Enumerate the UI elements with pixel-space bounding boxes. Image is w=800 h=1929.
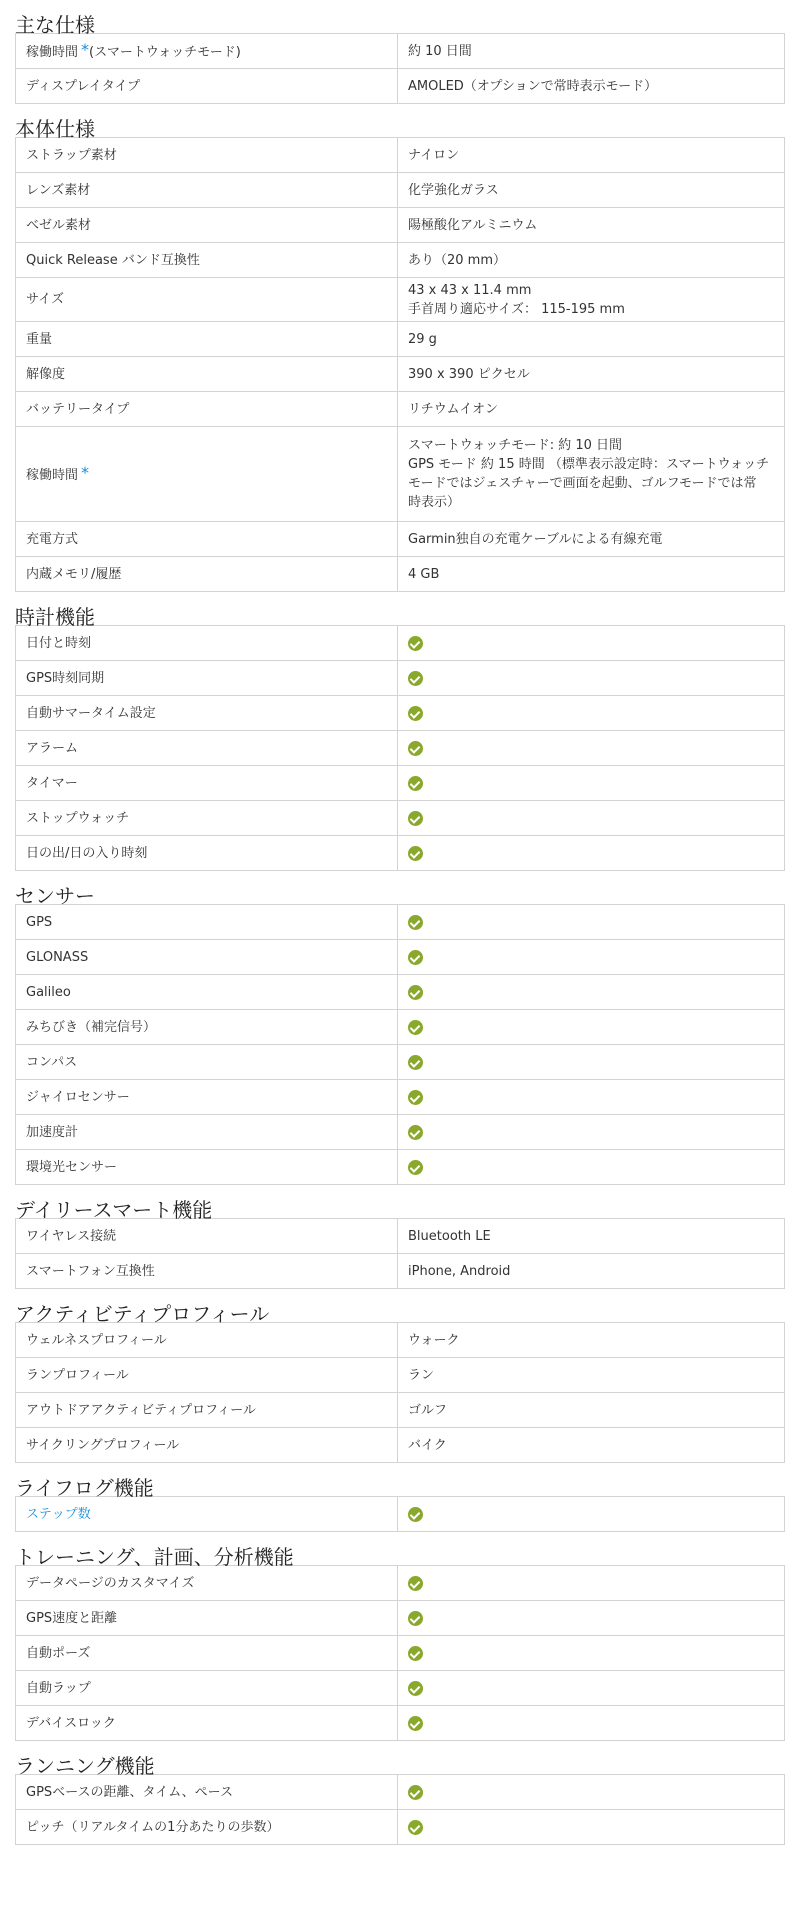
spec-label: 自動ポーズ (26, 1645, 91, 1661)
spec-row (16, 243, 785, 278)
spec-value: バイク (408, 1437, 447, 1453)
spec-value-cell (398, 940, 785, 975)
spec-label-cell (16, 1219, 398, 1254)
spec-value-cell (398, 1150, 785, 1185)
spec-row (16, 1497, 785, 1532)
spec-value-cell (398, 1671, 785, 1706)
spec-label: ウェルネスプロフィール (26, 1332, 167, 1348)
spec-row (16, 1775, 785, 1810)
spec-value-line: GPS モード 約 15 時間 （標準表示設定時：スマートウォッチ (408, 457, 770, 472)
spec-row (16, 661, 785, 696)
spec-label: コンパス (26, 1054, 78, 1070)
spec-row (16, 766, 785, 801)
spec-row (16, 1393, 785, 1428)
spec-label-cell (16, 1775, 398, 1810)
spec-value: 29 g (408, 331, 437, 347)
spec-value-line: モードではジェスチャーで画面を起動、ゴルフモードでは常 (408, 476, 757, 491)
check-circle-icon (408, 1576, 423, 1591)
spec-row (16, 731, 785, 766)
spec-label: みちびき（補完信号） (26, 1019, 157, 1035)
spec-label-cell (16, 1115, 398, 1150)
spec-row (16, 173, 785, 208)
spec-value: 化学強化ガラス (408, 182, 499, 198)
spec-row (16, 1810, 785, 1845)
spec-row (16, 69, 785, 104)
spec-label-cell (16, 522, 398, 557)
spec-value: 390 x 390 ピクセル (408, 366, 530, 382)
spec-value: AMOLED（オプションで常時表示モード） (408, 78, 658, 94)
spec-table (15, 1322, 785, 1463)
spec-value-cell (398, 322, 785, 357)
spec-value-cell (398, 392, 785, 427)
spec-label-cell (16, 661, 398, 696)
spec-value-cell (398, 1393, 785, 1428)
spec-label-cell (16, 696, 398, 731)
check-circle-icon (408, 776, 423, 791)
spec-label: GPS (26, 914, 53, 930)
spec-value-cell (398, 696, 785, 731)
spec-label: Quick Release バンド互換性 (26, 252, 200, 268)
spec-value: ナイロン (408, 147, 460, 163)
check-circle-icon (408, 1090, 423, 1105)
check-circle-icon (408, 985, 423, 1000)
check-circle-icon (408, 636, 423, 651)
spec-value: 陽極酸化アルミニウム (408, 217, 538, 233)
spec-label-cell (16, 173, 398, 208)
spec-label: バッテリータイプ (26, 401, 130, 417)
spec-row (16, 392, 785, 427)
spec-value: Garmin独自の充電ケーブルによる有線充電 (408, 531, 663, 547)
section-title: ライフログ機能 (15, 1476, 154, 1500)
spec-label-cell (16, 905, 398, 940)
spec-table (15, 904, 785, 1185)
spec-value-cell (398, 208, 785, 243)
spec-value-cell (398, 1045, 785, 1080)
spec-label-cell (16, 138, 398, 173)
spec-value: Bluetooth LE (408, 1228, 491, 1244)
spec-label: 加速度計 (26, 1124, 79, 1140)
check-circle-icon (408, 1681, 423, 1696)
spec-value-cell (398, 357, 785, 392)
spec-row (16, 1671, 785, 1706)
spec-label-cell (16, 626, 398, 661)
spec-label-cell (16, 731, 398, 766)
spec-value-cell (398, 731, 785, 766)
spec-value-cell (398, 1566, 785, 1601)
spec-label-cell (16, 1045, 398, 1080)
spec-value-cell (398, 975, 785, 1010)
check-circle-icon (408, 671, 423, 686)
check-circle-icon (408, 1716, 423, 1731)
spec-label: タイマー (26, 775, 78, 791)
spec-label: 自動サマータイム設定 (26, 705, 156, 721)
spec-label-cell (16, 975, 398, 1010)
spec-label: 稼働時間 (26, 468, 79, 483)
spec-value-cell (398, 1636, 785, 1671)
check-circle-icon (408, 846, 423, 861)
spec-label: 環境光センサー (26, 1159, 118, 1175)
spec-value-line: スマートウォッチモード: 約 10 日間 (408, 438, 623, 453)
spec-label-cell (16, 766, 398, 801)
spec-label: 稼働時間 (26, 45, 79, 60)
spec-value-cell (398, 1497, 785, 1532)
spec-label: ランプロフィール (26, 1367, 129, 1383)
check-circle-icon (408, 706, 423, 721)
spec-label-cell (16, 1810, 398, 1845)
spec-label: ジャイロセンサー (26, 1089, 130, 1105)
spec-row (16, 1115, 785, 1150)
spec-table (15, 137, 785, 592)
spec-label: スマートフォン互換性 (26, 1263, 155, 1279)
spec-value-cell (398, 69, 785, 104)
spec-label-cell (16, 34, 398, 69)
check-circle-icon (408, 741, 423, 756)
spec-label-cell (16, 940, 398, 975)
spec-value: ゴルフ (408, 1402, 448, 1418)
spec-label: レンズ素材 (26, 182, 91, 198)
spec-row (16, 1323, 785, 1358)
check-circle-icon (408, 1160, 423, 1175)
spec-value: ラン (408, 1367, 435, 1383)
spec-table (15, 1496, 785, 1532)
spec-label: 日の出/日の入り時刻 (26, 845, 148, 861)
spec-label: アラーム (26, 740, 79, 756)
spec-row (16, 696, 785, 731)
spec-value-line: 手首周り適応サイズ： 115-195 mm (408, 301, 625, 317)
spec-table (15, 1218, 785, 1289)
check-circle-icon (408, 1611, 423, 1626)
spec-label: ピッチ（リアルタイムの1分あたりの歩数） (26, 1819, 280, 1835)
spec-label: GLONASS (26, 949, 89, 965)
spec-label-cell (16, 1080, 398, 1115)
spec-row (16, 138, 785, 173)
spec-label-cell (16, 1010, 398, 1045)
spec-value-cell (398, 1115, 785, 1150)
check-circle-icon (408, 915, 423, 930)
spec-label: 日付と時刻 (26, 635, 92, 651)
spec-value-cell (398, 1428, 785, 1463)
spec-row (16, 208, 785, 243)
spec-row (16, 1010, 785, 1045)
spec-row (16, 322, 785, 357)
check-circle-icon (408, 1507, 423, 1522)
spec-row (16, 557, 785, 592)
spec-row (16, 801, 785, 836)
spec-label-cell (16, 427, 398, 522)
spec-label-suffix: (スマートウォッチモード) (89, 45, 241, 60)
section-title: アクティビティプロフィール (15, 1302, 270, 1326)
spec-label: GPS時刻同期 (26, 670, 105, 686)
spec-row (16, 940, 785, 975)
spec-label: GPSベースの距離、タイム、ペース (26, 1784, 233, 1800)
spec-value-cell (398, 1080, 785, 1115)
spec-row (16, 905, 785, 940)
spec-value-line: 43 x 43 x 11.4 mm (408, 282, 532, 298)
spec-value-cell (398, 801, 785, 836)
spec-label-cell (16, 1323, 398, 1358)
spec-label: デバイスロック (26, 1715, 116, 1731)
spec-row (16, 34, 785, 69)
spec-label-cell (16, 1601, 398, 1636)
spec-value-cell (398, 138, 785, 173)
spec-value-cell (398, 557, 785, 592)
spec-row (16, 1080, 785, 1115)
spec-label: ベゼル素材 (26, 217, 92, 233)
spec-row (16, 278, 785, 322)
spec-value-cell (398, 1010, 785, 1045)
spec-value-cell (398, 905, 785, 940)
spec-row (16, 1428, 785, 1463)
spec-label-cell (16, 1671, 398, 1706)
spec-row (16, 1150, 785, 1185)
spec-label: 重量 (26, 331, 53, 347)
spec-label-cell (16, 1358, 398, 1393)
spec-row (16, 1358, 785, 1393)
spec-value-cell (398, 1219, 785, 1254)
spec-value: iPhone, Android (408, 1263, 511, 1279)
spec-label-link[interactable]: ステップ数 (26, 1506, 91, 1522)
spec-label-cell (16, 1254, 398, 1289)
section-title: ランニング機能 (15, 1754, 155, 1778)
check-circle-icon (408, 1646, 423, 1661)
section-title: 本体仕様 (15, 117, 95, 141)
spec-value-cell (398, 1706, 785, 1741)
spec-value-cell (398, 836, 785, 871)
spec-label: アウトドアアクティビティプロフィール (26, 1402, 256, 1418)
spec-label: ディスプレイタイプ (26, 78, 141, 94)
spec-label: サイズ (26, 292, 64, 307)
spec-label: データページのカスタマイズ (26, 1575, 195, 1591)
spec-row (16, 427, 785, 522)
spec-value: リチウムイオン (408, 401, 498, 417)
spec-label-cell (16, 392, 398, 427)
spec-label: サイクリングプロフィール (26, 1437, 180, 1453)
spec-value-cell (398, 34, 785, 69)
section-title: トレーニング、計画、分析機能 (15, 1545, 294, 1569)
spec-value-cell (398, 427, 785, 522)
spec-row (16, 1706, 785, 1741)
asterisk-icon[interactable]: * (81, 463, 90, 482)
spec-label-cell (16, 557, 398, 592)
spec-label-cell (16, 1636, 398, 1671)
spec-label-cell (16, 357, 398, 392)
spec-row (16, 1566, 785, 1601)
spec-label: 充電方式 (26, 531, 79, 547)
spec-row (16, 522, 785, 557)
spec-label: 自動ラップ (26, 1680, 91, 1696)
section-title: 主な仕様 (15, 13, 95, 37)
spec-value-cell (398, 278, 785, 322)
spec-value-cell (398, 1601, 785, 1636)
spec-value-cell (398, 661, 785, 696)
spec-label-cell (16, 1428, 398, 1463)
spec-value: ウォーク (408, 1332, 460, 1348)
spec-label-cell (16, 1497, 398, 1532)
spec-label-cell (16, 1566, 398, 1601)
spec-row (16, 1636, 785, 1671)
section-title: 時計機能 (15, 605, 95, 629)
spec-value-cell (398, 243, 785, 278)
spec-value: 4 GB (408, 566, 440, 582)
spec-value-cell (398, 173, 785, 208)
spec-label: 内蔵メモリ/履歴 (26, 566, 122, 582)
spec-row (16, 1254, 785, 1289)
spec-label: ストラップ素材 (26, 147, 117, 163)
spec-table (15, 33, 785, 104)
spec-value-cell (398, 626, 785, 661)
spec-label-cell (16, 801, 398, 836)
spec-label-cell (16, 278, 398, 322)
spec-row (16, 357, 785, 392)
spec-row (16, 626, 785, 661)
spec-table (15, 1774, 785, 1845)
spec-table (15, 625, 785, 871)
spec-value-cell (398, 1358, 785, 1393)
spec-value-line: 時表示） (408, 495, 461, 510)
spec-row (16, 836, 785, 871)
spec-table (15, 1565, 785, 1741)
check-circle-icon (408, 1020, 423, 1035)
check-circle-icon (408, 1125, 423, 1140)
check-circle-icon (408, 811, 423, 826)
spec-row (16, 1045, 785, 1080)
section-title: デイリースマート機能 (15, 1198, 213, 1222)
check-circle-icon (408, 1055, 423, 1070)
spec-label-cell (16, 1706, 398, 1741)
spec-label-cell (16, 322, 398, 357)
spec-label-cell (16, 1150, 398, 1185)
asterisk-icon[interactable]: * (81, 40, 90, 59)
spec-value-cell (398, 1323, 785, 1358)
spec-value: 約 10 日間 (408, 43, 472, 59)
spec-label-cell (16, 1393, 398, 1428)
spec-label-cell (16, 836, 398, 871)
spec-label: ワイヤレス接続 (26, 1228, 117, 1244)
spec-label: Galileo (26, 984, 71, 1000)
section-title: センサー (15, 884, 95, 908)
spec-label: 解像度 (26, 366, 66, 382)
spec-label: GPS速度と距離 (26, 1610, 118, 1626)
check-circle-icon (408, 1785, 423, 1800)
spec-row (16, 1219, 785, 1254)
spec-value-cell (398, 1254, 785, 1289)
spec-value-cell (398, 1775, 785, 1810)
spec-label-cell (16, 243, 398, 278)
spec-value-cell (398, 522, 785, 557)
spec-value-cell (398, 1810, 785, 1845)
spec-value: あり（20 mm） (408, 252, 507, 268)
check-circle-icon (408, 950, 423, 965)
spec-row (16, 1601, 785, 1636)
spec-row (16, 975, 785, 1010)
spec-label-cell (16, 69, 398, 104)
spec-label: ストップウォッチ (26, 810, 130, 826)
spec-label-cell (16, 208, 398, 243)
spec-value-cell (398, 766, 785, 801)
check-circle-icon (408, 1820, 423, 1835)
